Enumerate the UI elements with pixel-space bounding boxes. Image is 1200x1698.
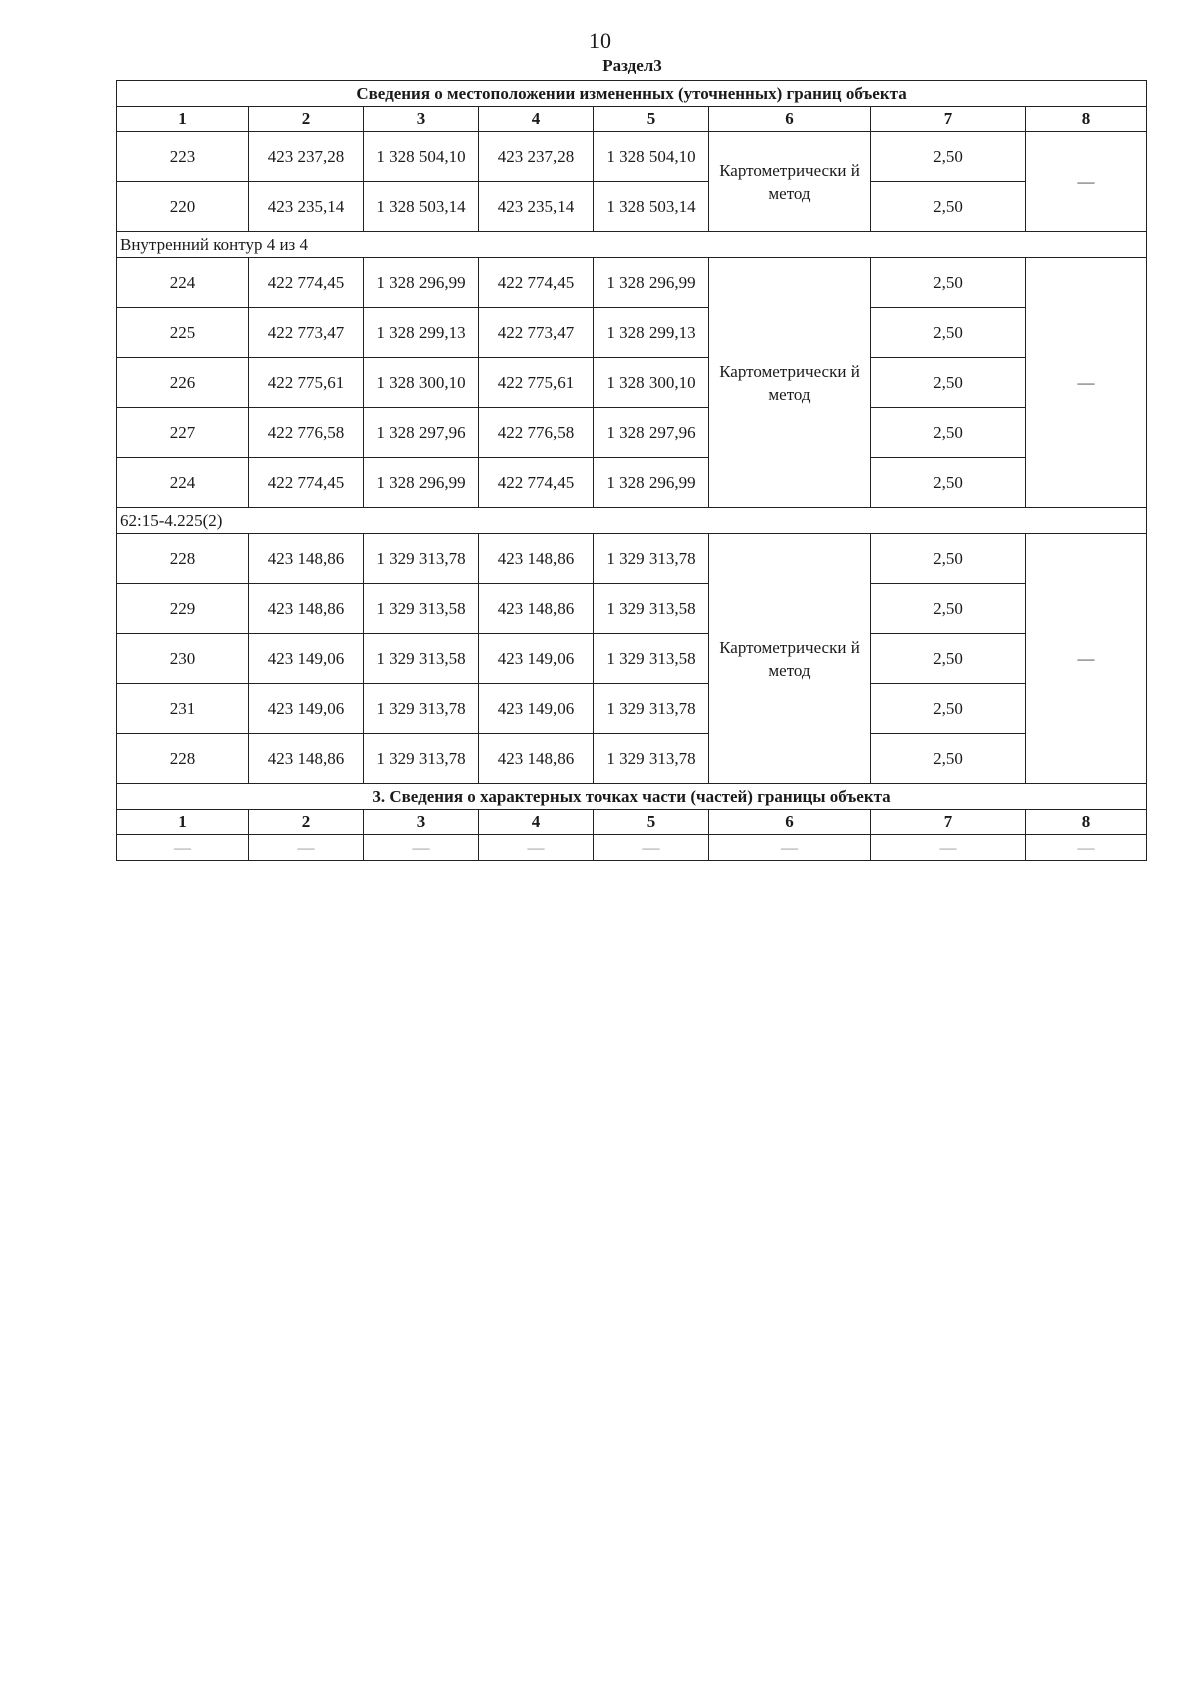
x-refined: 422 774,45 [479, 258, 594, 308]
y-refined: 1 329 313,58 [594, 634, 709, 684]
accuracy-value: 2,50 [871, 584, 1026, 634]
y-refined: 1 329 313,78 [594, 684, 709, 734]
x-refined: 422 775,61 [479, 358, 594, 408]
x-existing: 422 776,58 [249, 408, 364, 458]
point-description: — [1026, 132, 1147, 232]
x-refined: 423 148,86 [479, 584, 594, 634]
empty-cell: — [871, 835, 1026, 861]
table2-empty-row [117, 835, 1147, 861]
table-row [117, 684, 1147, 734]
x-existing: 423 148,86 [249, 734, 364, 784]
accuracy-value: 2,50 [871, 258, 1026, 308]
accuracy-value: 2,50 [871, 408, 1026, 458]
column-number-row [117, 107, 1147, 132]
column-number: 1 [117, 810, 249, 835]
y-refined: 1 328 503,14 [594, 182, 709, 232]
point-number: 226 [117, 358, 249, 408]
y-refined: 1 328 300,10 [594, 358, 709, 408]
empty-cell: — [594, 835, 709, 861]
x-refined: 423 149,06 [479, 684, 594, 734]
determination-method: Картометрически й метод [709, 534, 871, 784]
contour-label-row [117, 232, 1147, 258]
table-title: Сведения о местоположении измененных (уточненных) границ объекта [117, 81, 1147, 107]
y-refined: 1 328 296,99 [594, 458, 709, 508]
table-row [117, 358, 1147, 408]
point-number: 231 [117, 684, 249, 734]
accuracy-value: 2,50 [871, 634, 1026, 684]
contour-label-row [117, 508, 1147, 534]
point-number: 228 [117, 734, 249, 784]
boundary-table [116, 80, 1147, 861]
table-title-row [117, 81, 1147, 107]
y-refined: 1 329 313,58 [594, 584, 709, 634]
accuracy-value: 2,50 [871, 308, 1026, 358]
x-refined: 423 149,06 [479, 634, 594, 684]
x-refined: 423 148,86 [479, 734, 594, 784]
table2-column-number-row [117, 810, 1147, 835]
y-existing: 1 328 297,96 [364, 408, 479, 458]
y-existing: 1 328 296,99 [364, 458, 479, 508]
y-existing: 1 329 313,78 [364, 684, 479, 734]
y-existing: 1 328 299,13 [364, 308, 479, 358]
table2-title-row [117, 784, 1147, 810]
point-description: — [1026, 534, 1147, 784]
column-number: 3 [364, 107, 479, 132]
accuracy-value: 2,50 [871, 534, 1026, 584]
x-refined: 423 237,28 [479, 132, 594, 182]
section-label: Раздел3 [602, 56, 662, 75]
point-description: — [1026, 258, 1147, 508]
x-refined: 423 235,14 [479, 182, 594, 232]
column-number: 8 [1026, 810, 1147, 835]
y-refined: 1 328 297,96 [594, 408, 709, 458]
contour-label: 62:15-4.225(2) [117, 508, 1147, 534]
table-row [117, 734, 1147, 784]
x-existing: 423 149,06 [249, 684, 364, 734]
point-number: 228 [117, 534, 249, 584]
column-number: 5 [594, 810, 709, 835]
table-row [117, 258, 1147, 308]
y-existing: 1 328 300,10 [364, 358, 479, 408]
x-existing: 423 235,14 [249, 182, 364, 232]
table-row [117, 534, 1147, 584]
contour-label: Внутренний контур 4 из 4 [117, 232, 1147, 258]
table-row [117, 634, 1147, 684]
y-existing: 1 328 504,10 [364, 132, 479, 182]
column-number: 2 [249, 810, 364, 835]
x-existing: 422 774,45 [249, 458, 364, 508]
empty-cell: — [364, 835, 479, 861]
x-existing: 423 148,86 [249, 584, 364, 634]
y-refined: 1 329 313,78 [594, 734, 709, 784]
accuracy-value: 2,50 [871, 458, 1026, 508]
column-number: 2 [249, 107, 364, 132]
column-number: 3 [364, 810, 479, 835]
table-row [117, 584, 1147, 634]
page-number: 10 [589, 28, 611, 53]
x-refined: 422 773,47 [479, 308, 594, 358]
table2-title: 3. Сведения о характерных точках части (частей) границы объекта [117, 784, 1147, 810]
column-number: 6 [709, 107, 871, 132]
table-row [117, 308, 1147, 358]
column-number: 6 [709, 810, 871, 835]
x-existing: 423 148,86 [249, 534, 364, 584]
point-number: 230 [117, 634, 249, 684]
y-existing: 1 329 313,78 [364, 534, 479, 584]
accuracy-value: 2,50 [871, 734, 1026, 784]
point-number: 223 [117, 132, 249, 182]
x-refined: 423 148,86 [479, 534, 594, 584]
empty-cell: — [249, 835, 364, 861]
table-row [117, 408, 1147, 458]
y-existing: 1 328 503,14 [364, 182, 479, 232]
point-number: 224 [117, 458, 249, 508]
accuracy-value: 2,50 [871, 684, 1026, 734]
column-number: 1 [117, 107, 249, 132]
empty-cell: — [117, 835, 249, 861]
y-existing: 1 329 313,78 [364, 734, 479, 784]
column-number: 7 [871, 810, 1026, 835]
table-row [117, 458, 1147, 508]
accuracy-value: 2,50 [871, 358, 1026, 408]
y-existing: 1 329 313,58 [364, 584, 479, 634]
point-number: 220 [117, 182, 249, 232]
x-existing: 422 775,61 [249, 358, 364, 408]
x-existing: 423 149,06 [249, 634, 364, 684]
empty-cell: — [479, 835, 594, 861]
point-number: 224 [117, 258, 249, 308]
table-row [117, 182, 1147, 232]
x-refined: 422 776,58 [479, 408, 594, 458]
y-refined: 1 328 299,13 [594, 308, 709, 358]
column-number: 4 [479, 107, 594, 132]
y-refined: 1 328 504,10 [594, 132, 709, 182]
x-existing: 422 773,47 [249, 308, 364, 358]
point-number: 227 [117, 408, 249, 458]
point-number: 229 [117, 584, 249, 634]
accuracy-value: 2,50 [871, 182, 1026, 232]
y-existing: 1 329 313,58 [364, 634, 479, 684]
y-refined: 1 328 296,99 [594, 258, 709, 308]
table-row [117, 132, 1147, 182]
determination-method: Картометрически й метод [709, 132, 871, 232]
point-number: 225 [117, 308, 249, 358]
empty-cell: — [1026, 835, 1147, 861]
y-existing: 1 328 296,99 [364, 258, 479, 308]
y-refined: 1 329 313,78 [594, 534, 709, 584]
column-number: 4 [479, 810, 594, 835]
x-existing: 423 237,28 [249, 132, 364, 182]
accuracy-value: 2,50 [871, 132, 1026, 182]
x-refined: 422 774,45 [479, 458, 594, 508]
determination-method: Картометрически й метод [709, 258, 871, 508]
column-number: 7 [871, 107, 1026, 132]
column-number: 5 [594, 107, 709, 132]
empty-cell: — [709, 835, 871, 861]
x-existing: 422 774,45 [249, 258, 364, 308]
column-number: 8 [1026, 107, 1147, 132]
